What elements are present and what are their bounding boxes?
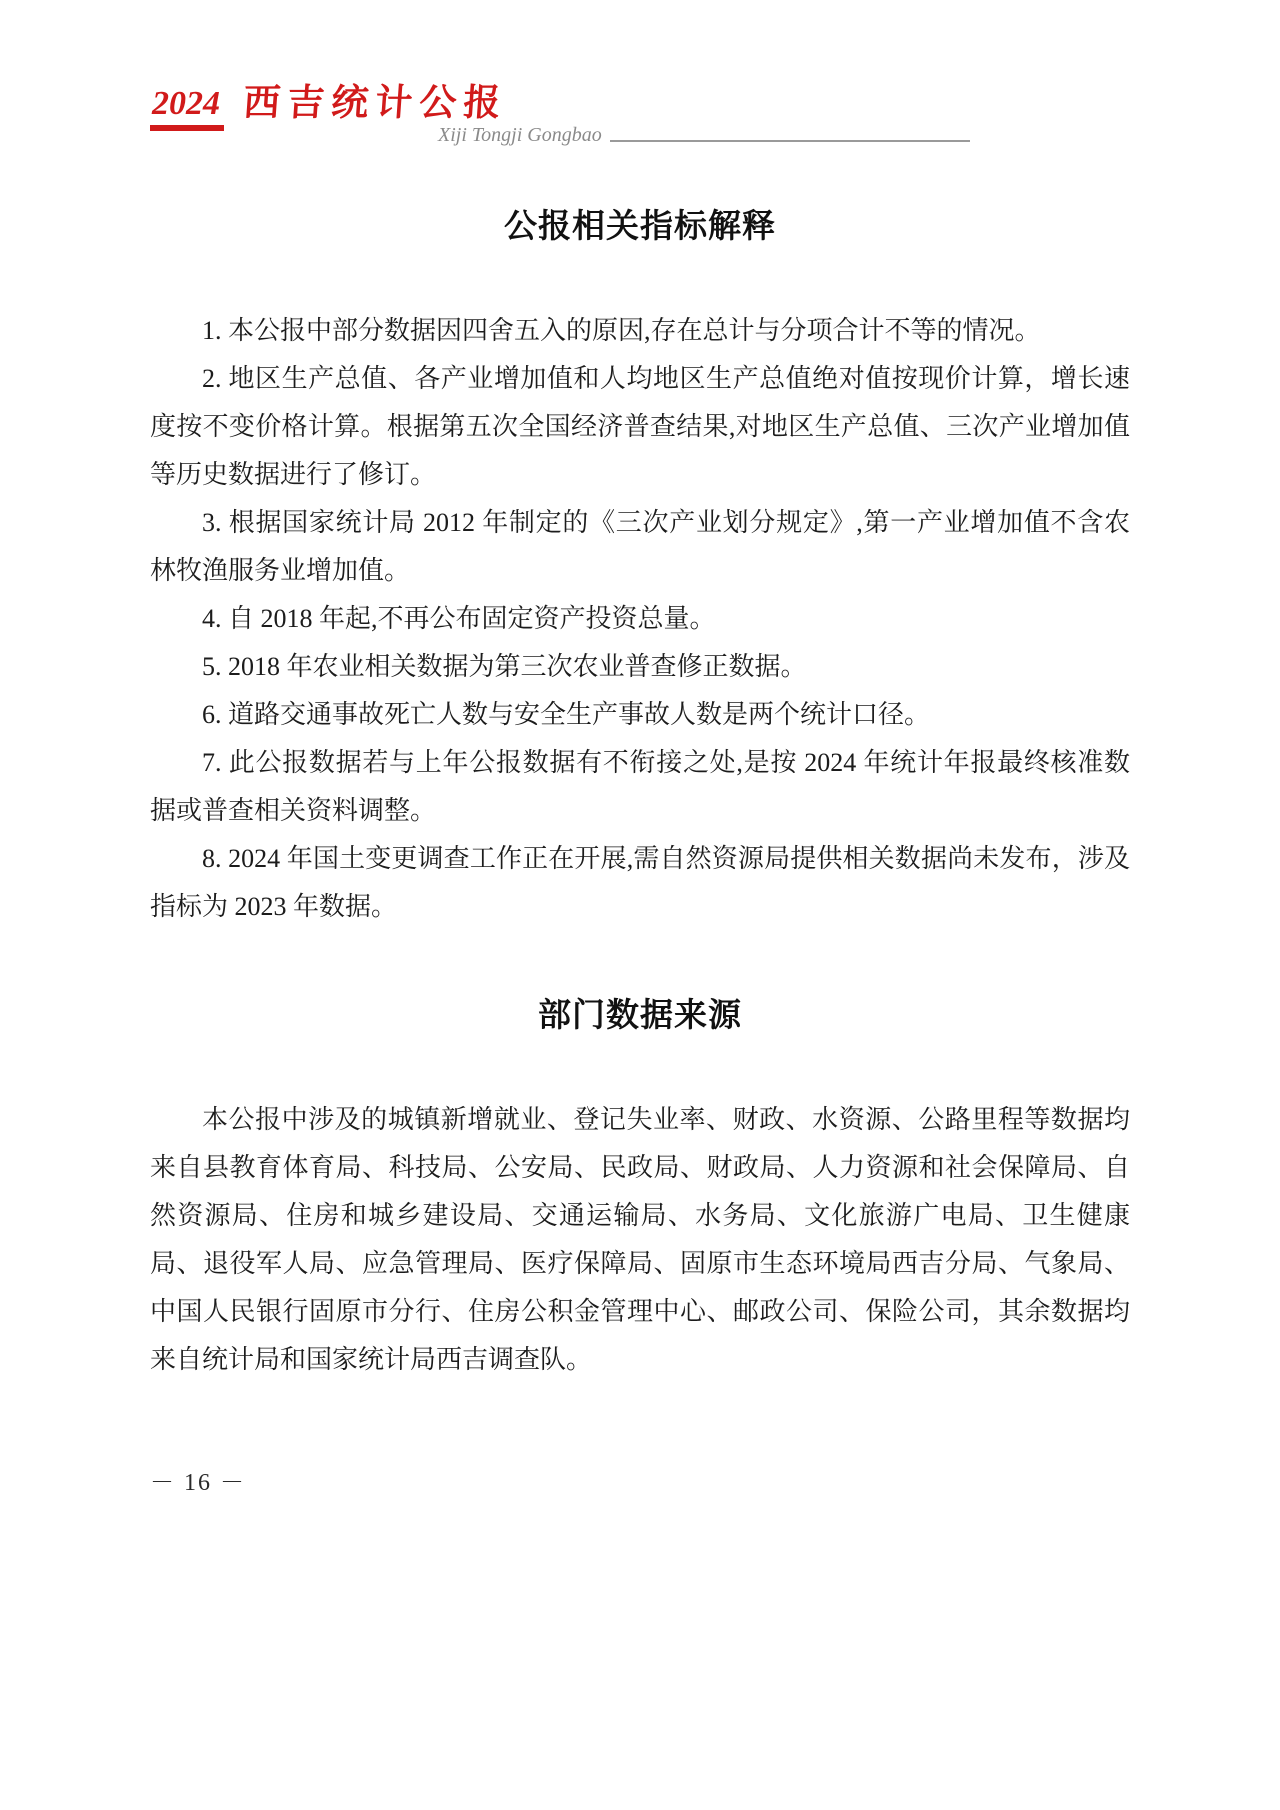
indicator-explanations-body bbox=[150, 307, 1130, 931]
masthead-subrow bbox=[242, 124, 970, 146]
paragraph: 2. 地区生产总值、各产业增加值和人均地区生产总值绝对值按现价计算，增长速度按不变价格计算。根据第五次全国经济普查结果,对地区生产总值、三次产业增加值等历史数据进行了修订。 bbox=[150, 364, 1130, 489]
data-sources-body bbox=[150, 1096, 1130, 1384]
masthead bbox=[150, 85, 970, 146]
paragraph: 1. 本公报中部分数据因四舍五入的原因,存在总计与分项合计不等的情况。 bbox=[202, 316, 1041, 345]
masthead-main bbox=[242, 85, 970, 146]
paragraph: 8. 2024 年国土变更调查工作正在开展,需自然资源局提供相关数据尚未发布，涉及指标为 2023 年数据。 bbox=[150, 844, 1130, 921]
paragraph: 6. 道路交通事故死亡人数与安全生产事故人数是两个统计口径。 bbox=[202, 700, 931, 729]
paragraph: 本公报中涉及的城镇新增就业、登记失业率、财政、水资源、公路里程等数据均来自县教育体育局、科技局、公安局、民政局、财政局、人力资源和社会保障局、自然资源局、住房和城乡建设局、交通运输局、水务局、文化旅游广电局、卫生健康局、退役军人局、应急管理局、医疗保障局、固原市生态环境局西吉分局、气象局、中国人民银行固原市分行、住房公积金管理中心、邮政公司、保险公司，其余数据均来自统计局和国家统计局西吉调查队。 bbox=[150, 1105, 1130, 1374]
section-title-indicator-explanations: 公报相关指标解释 bbox=[504, 207, 776, 244]
paragraph: 3. 根据国家统计局 2012 年制定的《三次产业划分规定》,第一产业增加值不含农林牧渔服务业增加值。 bbox=[150, 508, 1130, 585]
paragraph: 7. 此公报数据若与上年公报数据有不衔接之处,是按 2024 年统计年报最终核准数据或普查相关资料调整。 bbox=[150, 748, 1130, 825]
paragraph: 5. 2018 年农业相关数据为第三次农业普查修正数据。 bbox=[202, 652, 807, 681]
masthead-year: 2024 bbox=[150, 85, 224, 131]
page-number: － 16 － bbox=[150, 1470, 246, 1496]
masthead-title-pinyin: Xiji Tongji Gongbao bbox=[438, 124, 602, 146]
masthead-rule bbox=[610, 140, 970, 142]
section-title-data-sources: 部门数据来源 bbox=[538, 996, 742, 1033]
paragraph: 4. 自 2018 年起,不再公布固定资产投资总量。 bbox=[202, 604, 716, 633]
masthead-title-chinese: 西吉统计公报 bbox=[241, 83, 509, 124]
